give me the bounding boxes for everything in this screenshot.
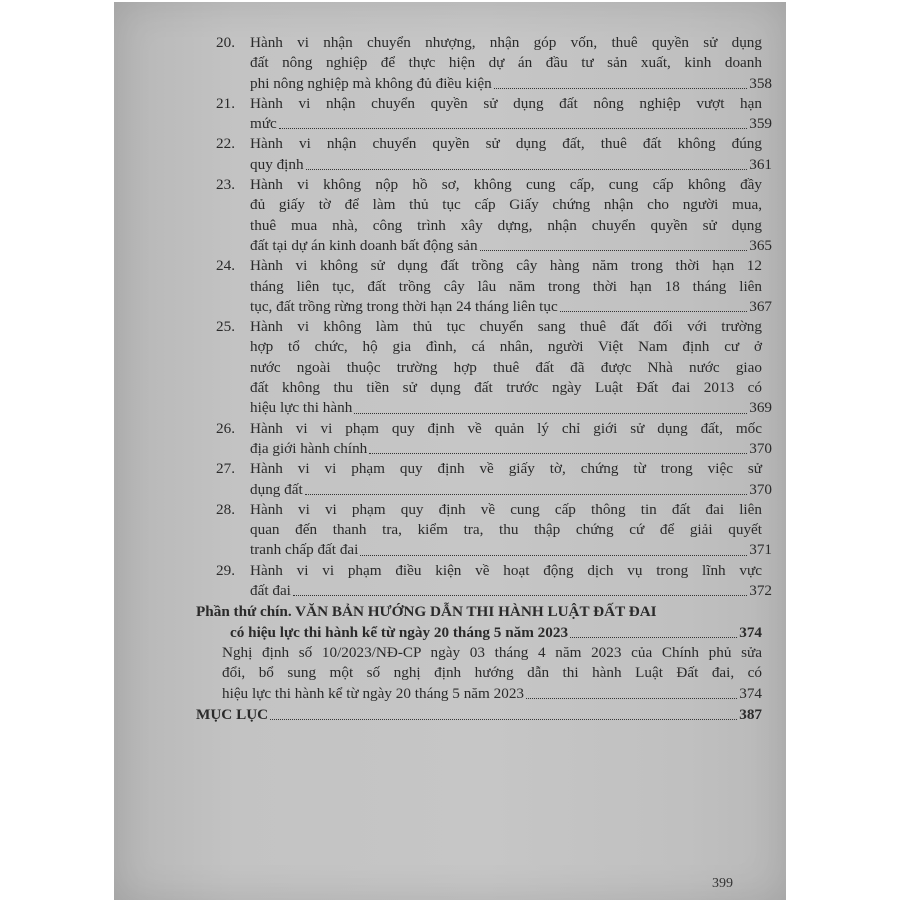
- dot-leader: [305, 494, 747, 495]
- toc-page-ref: 374: [739, 623, 762, 641]
- toc-entry-line: Hành vi không làm thủ tục chuyển sang thuê đất đối với trường: [250, 318, 762, 336]
- toc-page-ref: 361: [749, 155, 772, 173]
- toc-entry-line: mức: [250, 115, 277, 133]
- toc-page-ref: 365: [749, 236, 772, 254]
- toc-entry-line: hiệu lực thi hành: [250, 399, 353, 417]
- dot-leader: [570, 637, 737, 638]
- toc-page-ref: 370: [749, 439, 772, 457]
- toc-entry-line: Hành vi vi phạm điều kiện về hoạt động dịch vụ trong lĩnh vực: [250, 561, 762, 579]
- toc-entry-last-line: [222, 684, 762, 704]
- toc-page-ref: 374: [739, 684, 762, 702]
- toc-entry: [196, 134, 772, 175]
- dot-leader: [293, 595, 747, 596]
- toc-muc-luc-entry: [196, 705, 762, 725]
- dot-leader: [480, 250, 748, 251]
- dot-leader: [560, 311, 748, 312]
- toc-entry-line: tục, đất trồng rừng trong thời hạn 24 tháng liên tục: [250, 297, 558, 315]
- toc-entry-number: 26.: [216, 419, 235, 437]
- toc-entry-line: Hành vi không nộp hồ sơ, không cung cấp, cung cấp không đầy: [250, 176, 762, 194]
- dot-leader: [369, 453, 747, 454]
- toc-entry-line: Hành vi vi phạm quy định về quản lý chỉ giới sử dụng đất, mốc: [250, 419, 762, 437]
- toc-entry-last-line: [250, 540, 772, 560]
- toc-entry-line: Hành vi không sử dụng đất trồng cây hàng năm trong thời hạn 12: [250, 257, 762, 275]
- toc-entry-last-line: [196, 705, 762, 725]
- toc-page-ref: 367: [749, 297, 772, 315]
- toc-page-ref: 387: [739, 705, 762, 723]
- toc-entry-line: đổi, bổ sung một số nghị định hướng dẫn thi hành Luật Đất đai, có: [222, 664, 762, 682]
- toc-entry-number: 21.: [216, 94, 235, 112]
- toc-entry: [196, 419, 772, 460]
- toc-entry-last-line: [250, 74, 772, 94]
- toc-entry: [196, 317, 772, 418]
- toc-page-ref: 369: [749, 399, 772, 417]
- toc-entry-line: Hành vi nhận chuyển nhượng, nhận góp vốn, thuê quyền sử dụng: [250, 34, 762, 51]
- toc-entry-number: 28.: [216, 500, 235, 518]
- toc-entry-number: 27.: [216, 460, 235, 478]
- toc-entry-last-line: [250, 581, 772, 601]
- toc-entry-line: quy định: [250, 155, 304, 173]
- toc-entry-line: quan đến thanh tra, kiểm tra, thu thập chứng cứ để giải quyết: [250, 521, 762, 539]
- toc-page-ref: 371: [749, 541, 772, 559]
- page-number: 399: [712, 876, 733, 891]
- toc-entry-line: Hành vi vi phạm quy định về giấy tờ, chứng từ trong việc sử: [250, 460, 762, 478]
- toc-entry-number: 23.: [216, 176, 235, 194]
- toc-entry-number: 24.: [216, 257, 235, 275]
- dot-leader: [270, 719, 737, 720]
- toc-page-ref: 358: [749, 74, 772, 92]
- dot-leader: [526, 698, 737, 699]
- dot-leader: [354, 413, 747, 414]
- toc-entry-line: Hành vi nhận chuyển quyền sử dụng đất nông nghiệp vượt hạn: [250, 94, 762, 112]
- toc-entry-number: 22.: [216, 135, 235, 153]
- toc-entry-line: hiệu lực thi hành kể từ ngày 20 tháng 5 năm 2023: [222, 684, 525, 702]
- toc-entry-last-line: [250, 398, 772, 418]
- toc-entry: [196, 33, 772, 94]
- part-title-line: Phần thứ chín. VĂN BẢN HƯỚNG DẪN THI HÀNH LUẬT ĐẤT ĐAI: [196, 603, 657, 621]
- book-page: [114, 2, 786, 900]
- toc-entry-line: đất tại dự án kinh doanh bất động sản: [250, 236, 478, 254]
- toc-page-ref: 372: [749, 582, 772, 600]
- toc-entry-last-line: [230, 623, 762, 643]
- toc-entry-line: hợp tổ chức, hộ gia đình, cá nhân, người Việt Nam định cư ở: [250, 338, 762, 356]
- toc-entry-number: 25.: [216, 318, 235, 336]
- toc-entry-line: Nghị định số 10/2023/NĐ-CP ngày 03 tháng 4 năm 2023 của Chính phủ sửa: [222, 643, 762, 661]
- toc-entry: [196, 561, 772, 602]
- toc-entry-last-line: [250, 439, 772, 459]
- dot-leader: [360, 555, 747, 556]
- toc-entry-line: đủ giấy tờ để làm thủ tục cấp Giấy chứng nhận cho người mua,: [250, 196, 762, 214]
- toc-entry: [196, 256, 772, 317]
- toc-entry-last-line: [250, 236, 772, 256]
- toc-part-heading: [196, 602, 762, 643]
- toc-entry-line: đất đai: [250, 582, 291, 600]
- toc-entry-last-line: [250, 480, 772, 500]
- toc-page-ref: 370: [749, 480, 772, 498]
- toc-entry-last-line: [250, 155, 772, 175]
- toc-entry-line: đất nông nghiệp để thực hiện dự án đầu tư sản xuất, kinh doanh: [250, 54, 762, 72]
- toc-entry-line: địa giới hành chính: [250, 439, 368, 457]
- muc-luc-label: MỤC LỤC: [196, 705, 269, 723]
- toc-entry-line: phi nông nghiệp mà không đủ điều kiện: [250, 74, 492, 92]
- table-of-contents: [196, 33, 772, 725]
- toc-page-ref: 359: [749, 115, 772, 133]
- toc-entry-line: nước ngoài thuộc trường hợp thuê đất đã được Nhà nước giao: [250, 358, 762, 376]
- toc-entry: [196, 459, 772, 500]
- toc-entry-last-line: [250, 114, 772, 134]
- toc-entry: [196, 175, 772, 256]
- toc-entry-line: tháng liên tục, đất trồng cây lâu năm trong thời hạn 18 tháng liên: [250, 277, 762, 295]
- toc-entry-line: Hành vi nhận chuyển quyền sử dụng đất, thuê đất không đúng: [250, 135, 762, 153]
- toc-entry: [196, 94, 772, 135]
- toc-entry-line: Hành vi vi phạm quy định về cung cấp thông tin đất đai liên: [250, 500, 762, 518]
- dot-leader: [279, 128, 747, 129]
- toc-entry-line: đất không thu tiền sử dụng đất trước ngày Luật Đất đai 2013 có: [250, 379, 762, 397]
- toc-entry-number: 20.: [216, 34, 235, 51]
- dot-leader: [306, 169, 748, 170]
- toc-entry: [196, 500, 772, 561]
- toc-entry-line: thuê mua nhà, công trình xây dựng, nhận chuyển quyền sử dụng: [250, 216, 762, 234]
- toc-entry-line: tranh chấp đất đai: [250, 541, 359, 559]
- toc-decree-entry: [196, 643, 762, 704]
- toc-entry-last-line: [250, 297, 772, 317]
- toc-entry-line: dụng đất: [250, 480, 303, 498]
- toc-entry-number: 29.: [216, 561, 235, 579]
- part-title-line: có hiệu lực thi hành kể từ ngày 20 tháng 5 năm 2023: [230, 623, 569, 641]
- dot-leader: [494, 88, 748, 89]
